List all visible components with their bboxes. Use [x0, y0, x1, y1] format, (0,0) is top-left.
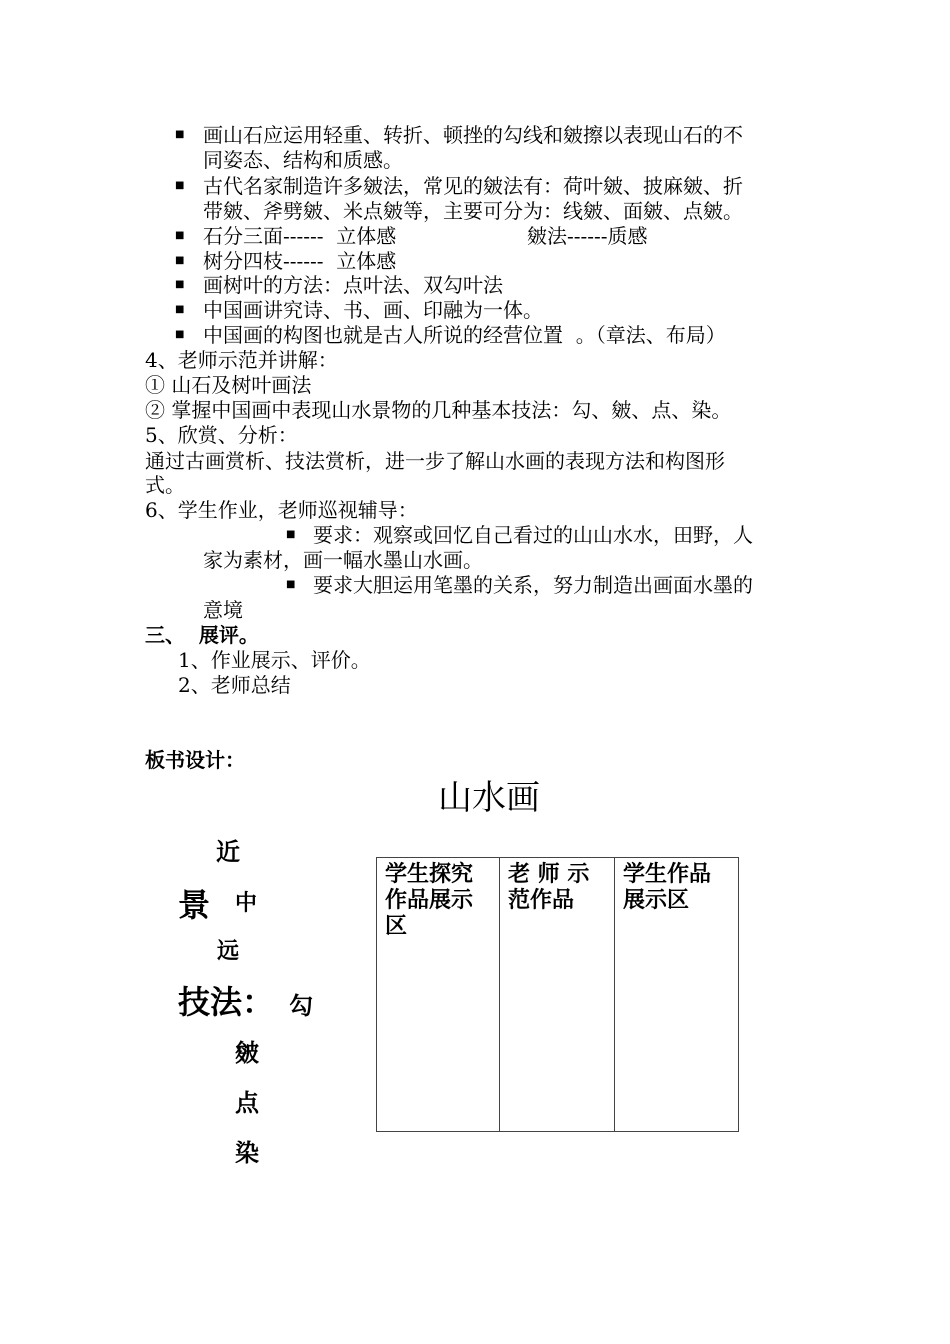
requirement-text: 要求：观察或回忆自己看过的山山水水，田野，人: [313, 523, 753, 547]
board-mid: 中: [235, 891, 258, 916]
bullet-text: 同姿态、结构和质感。: [203, 148, 403, 172]
bullet-icon: ■: [175, 230, 185, 241]
section4-heading: 4、老师示范并讲解：: [145, 348, 338, 372]
board-label: 板书设计：: [145, 748, 245, 772]
board-table: [376, 857, 739, 1132]
bullet-text: 画树叶的方法：点叶法、双勾叶法: [203, 273, 503, 297]
bullet-text: 石分三面------ 立体感: [203, 224, 397, 248]
bullet-icon: ■: [175, 304, 185, 315]
section3-item: 1、作业展示、评价。: [178, 648, 371, 672]
section5-text: 通过古画赏析、技法赏析，进一步了解山水画的表现方法和构图形: [145, 449, 725, 473]
board-gou: 勾: [289, 992, 313, 1020]
bullet-text: 皴法------质感: [527, 224, 648, 248]
section3-heading: 三、 展评。: [145, 623, 259, 647]
board-jing: 景: [178, 886, 211, 924]
bullet-icon: ■: [286, 579, 296, 590]
board-jifa: 技法：: [178, 983, 275, 1021]
requirement-text: 家为素材，画一幅水墨山水画。: [203, 548, 483, 572]
section3-item: 2、老师总结: [178, 673, 291, 697]
board-far: 远: [217, 939, 240, 964]
requirement-text: 意境: [203, 598, 243, 622]
board-cun: 皴: [235, 1039, 259, 1067]
bullet-icon: ■: [175, 129, 185, 140]
board-near: 近: [216, 838, 240, 866]
bullet-text: 中国画讲究诗、书、画、印融为一体。: [203, 298, 543, 322]
requirement-text: 要求大胆运用笔墨的关系，努力制造出画面水墨的: [313, 573, 753, 597]
section4-item: ② 掌握中国画中表现山水景物的几种基本技法：勾、皴、点、染。: [145, 398, 732, 422]
bullet-text: 古代名家制造许多皴法，常见的皴法有：荷叶皴、披麻皴、折: [203, 174, 743, 198]
board-cell: 学生探究作品展示区: [377, 858, 500, 1132]
board-dian: 点: [235, 1089, 259, 1117]
bullet-icon: ■: [175, 255, 185, 266]
section5-text: 式。: [145, 473, 185, 497]
bullet-text: 画山石应运用轻重、转折、顿挫的勾线和皴擦以表现山石的不: [203, 123, 743, 147]
bullet-icon: ■: [175, 180, 185, 191]
bullet-icon: ■: [175, 329, 185, 340]
section5-heading: 5、欣赏、分析：: [145, 423, 298, 447]
bullet-text: 带皴、斧劈皴、米点皴等，主要可分为：线皴、面皴、点皴。: [203, 199, 743, 223]
bullet-icon: ■: [175, 279, 185, 290]
board-cell: 老 师 示 范作品: [500, 858, 615, 1132]
board-cell: 学生作品展示区: [615, 858, 739, 1132]
section4-item: ① 山石及树叶画法: [145, 373, 312, 397]
board-title: 山水画: [438, 778, 540, 818]
section6-heading: 6、学生作业，老师巡视辅导：: [145, 498, 418, 522]
board-ran: 染: [235, 1139, 259, 1167]
bullet-icon: ■: [286, 529, 296, 540]
bullet-text: 中国画的构图也就是古人所说的经营位置 。（章法、布局）: [203, 323, 726, 347]
bullet-text: 树分四枝------ 立体感: [203, 249, 397, 273]
